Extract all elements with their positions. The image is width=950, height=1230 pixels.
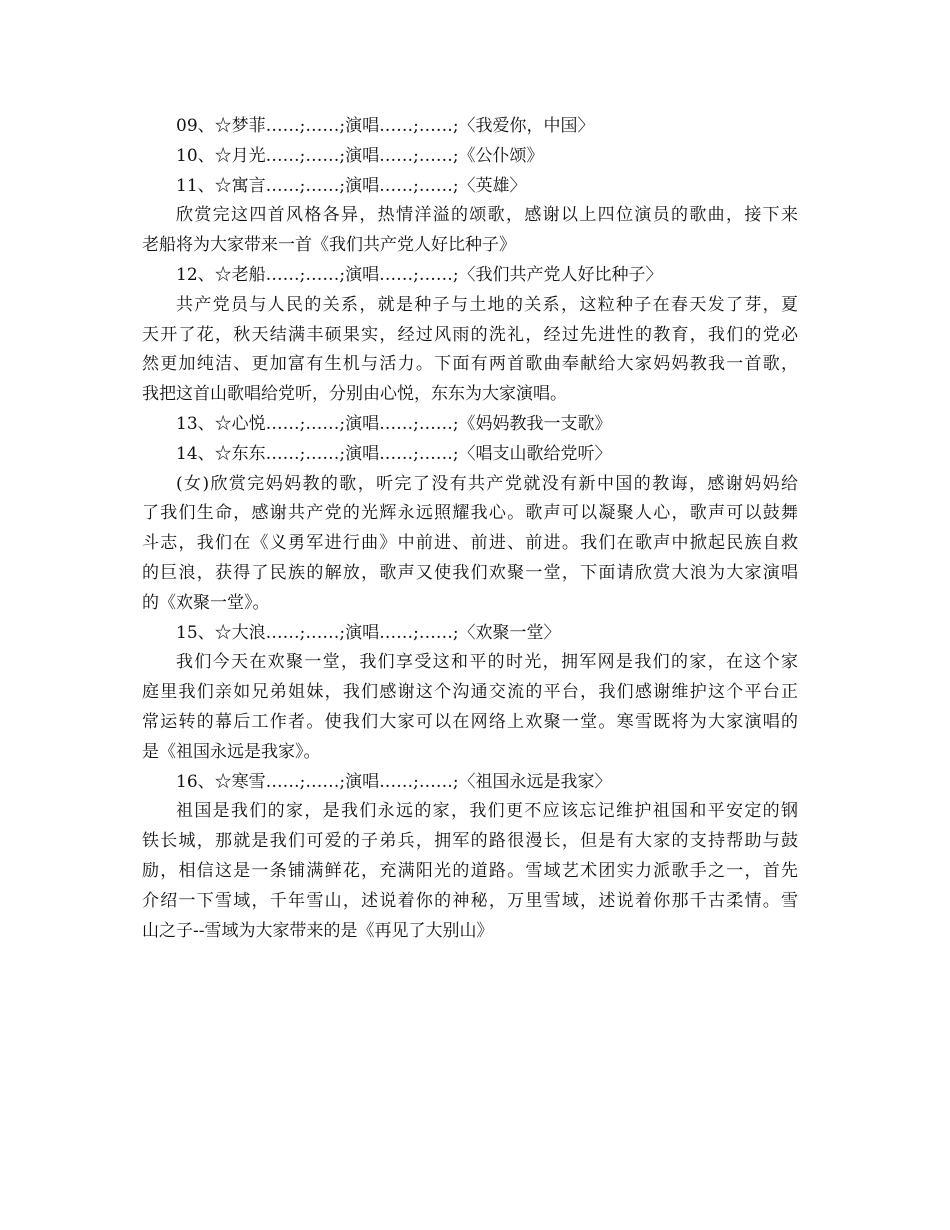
text-line: 老船将为大家带来一首《我们共产党人好比种子》 [142,235,516,256]
document-body [142,112,798,946]
text-line: 斗志，我们在《义勇军进行曲》中前进、前进、前进。我们在歌声中掀起民族自救 [142,533,798,554]
text-line: 11、☆寓言……;……;演唱……;……;〈英雄〉 [176,175,527,196]
text-line: 天开了花，秋天结满丰硕果实，经过风雨的洗礼，经过先进性的教育，我们的党必 [142,324,798,345]
text-line: 09、☆梦菲……;……;演唱……;……;〈我爱你，中国〉 [176,116,595,136]
text-line: 12、☆老船……;……;演唱……;……;〈我们共产党人好比种子〉 [176,264,663,285]
text-line: 常运转的幕后工作者。使我们大家可以在网络上欢聚一堂。寒雪既将为大家演唱的 [142,711,798,732]
text-line: 然更加纯洁、更加富有生机与活力。下面有两首歌曲奉献给大家妈妈教我一首歌， [142,354,798,375]
text-line: (女)欣赏完妈妈教的歌，听完了没有共产党就没有新中国的教诲，感谢妈妈给 [176,473,798,494]
text-line: 13、☆心悦……;……;演唱……;……;《妈妈教我一支歌》 [176,413,612,434]
text-line: 了我们生命，感谢共产党的光辉永远照耀我心。歌声可以凝聚人心，歌声可以鼓舞 [142,503,798,524]
text-line: 是《祖国永远是我家》。 [142,741,321,762]
text-line: 我们今天在欢聚一堂，我们享受这和平的时光，拥军网是我们的家，在这个家 [176,652,798,673]
text-line: 庭里我们亲如兄弟姐妹，我们感谢这个沟通交流的平台，我们感谢维护这个平台正 [142,682,798,703]
text-line: 15、☆大浪……;……;演唱……;……;〈欢聚一堂〉 [176,622,561,643]
text-line: 铁长城，那就是我们可爱的子弟兵，拥军的路很漫长，但是有大家的支持帮助与鼓 [142,831,798,852]
text-line: 励，相信这是一条铺满鲜花，充满阳光的道路。雪域艺术团实力派歌手之一，首先 [142,860,798,881]
text-line: 欣赏完这四首风格各异，热情洋溢的颂歌，感谢以上四位演员的歌曲，接下来 [176,205,798,226]
text-line: 16、☆寒雪……;……;演唱……;……;〈祖国永远是我家〉 [176,771,612,792]
text-line: 山之子--雪域为大家带来的是《再见了大别山》 [142,920,494,941]
text-line: 的巨浪，获得了民族的解放，歌声又使我们欢聚一堂，下面请欣赏大浪为大家演唱 [142,562,798,583]
text-line: 共产党员与人民的关系，就是种子与土地的关系，这粒种子在春天发了芽，夏 [176,294,798,315]
text-line: 10、☆月光……;……;演唱……;……;《公仆颂》 [176,145,544,166]
text-line: 的《欢聚一堂》。 [142,592,270,613]
text-line: 我把这首山歌唱给党听，分别由心悦，东东为大家演唱。 [142,384,567,405]
text-line: 14、☆东东……;……;演唱……;……;〈唱支山歌给党听〉 [176,443,612,464]
text-line: 介绍一下雪域，千年雪山，述说着你的神秘，万里雪域，述说着你那千古柔情。雪 [142,890,798,911]
text-line: 祖国是我们的家，是我们永远的家，我们更不应该忘记维护祖国和平安定的钢 [176,801,798,822]
